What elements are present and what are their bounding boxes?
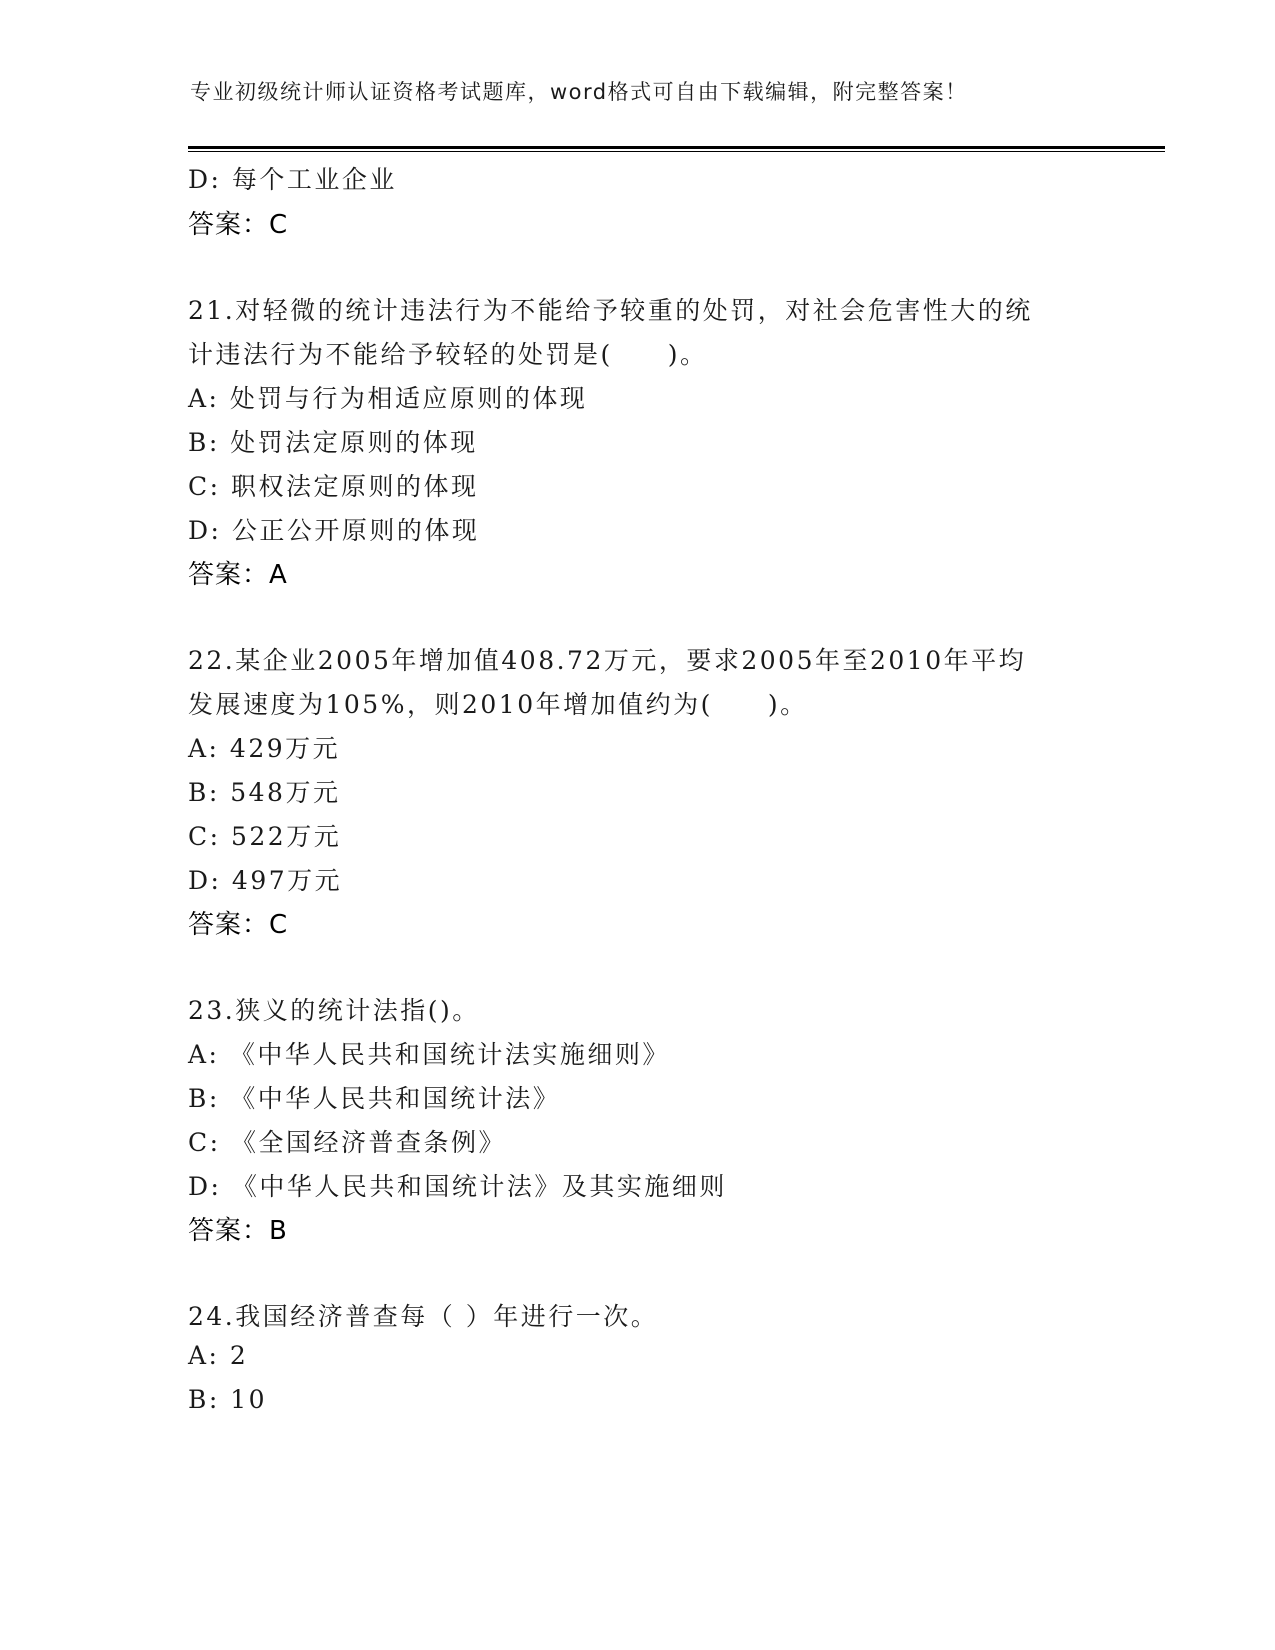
- q21-answer: 答案：A: [188, 560, 288, 590]
- q23-option-c: C: 《全国经济普查条例》: [188, 1128, 506, 1157]
- q21-option-c: C: 职权法定原则的体现: [188, 472, 479, 501]
- q21-stem-line2: 计违法行为不能给予较轻的处罚是( )。: [188, 340, 708, 369]
- q21-option-b: B: 处罚法定原则的体现: [188, 428, 478, 457]
- q22-option-c: C: 522万元: [188, 822, 342, 851]
- prev-option-d: D: 每个工业企业: [188, 165, 397, 194]
- q22-option-b: B: 548万元: [188, 778, 341, 807]
- q23-option-a: A: 《中华人民共和国统计法实施细则》: [188, 1040, 670, 1069]
- q22-option-a: A: 429万元: [188, 734, 341, 763]
- q24-option-b: B: 10: [188, 1385, 268, 1414]
- q24-option-a: A: 2: [188, 1341, 249, 1370]
- q22-answer: 答案：C: [188, 910, 289, 940]
- prev-answer: 答案：C: [188, 210, 289, 240]
- q21-option-a: A: 处罚与行为相适应原则的体现: [188, 384, 588, 413]
- q23-option-b: B: 《中华人民共和国统计法》: [188, 1084, 561, 1113]
- q23-stem-line1: 23.狭义的统计法指()。: [188, 996, 480, 1025]
- q23-answer: 答案：B: [188, 1216, 288, 1246]
- page-header: 专业初级统计师认证资格考试题库，word格式可自由下载编辑，附完整答案！: [190, 80, 968, 104]
- q22-stem-line1: 22.某企业2005年增加值408.72万元，要求2005年至2010年平均: [188, 646, 1027, 675]
- q22-option-d: D: 497万元: [188, 866, 343, 895]
- header-rule-thin: [188, 151, 1165, 152]
- q21-stem-line1: 21.对轻微的统计违法行为不能给予较重的处罚，对社会危害性大的统: [188, 296, 1033, 325]
- q23-option-d: D: 《中华人民共和国统计法》及其实施细则: [188, 1172, 727, 1201]
- q24-stem-line1: 24.我国经济普查每（ ）年进行一次。: [188, 1302, 659, 1331]
- header-rule-thick: [188, 146, 1165, 149]
- q21-option-d: D: 公正公开原则的体现: [188, 516, 480, 545]
- q22-stem-line2: 发展速度为105%，则2010年增加值约为( )。: [188, 690, 808, 719]
